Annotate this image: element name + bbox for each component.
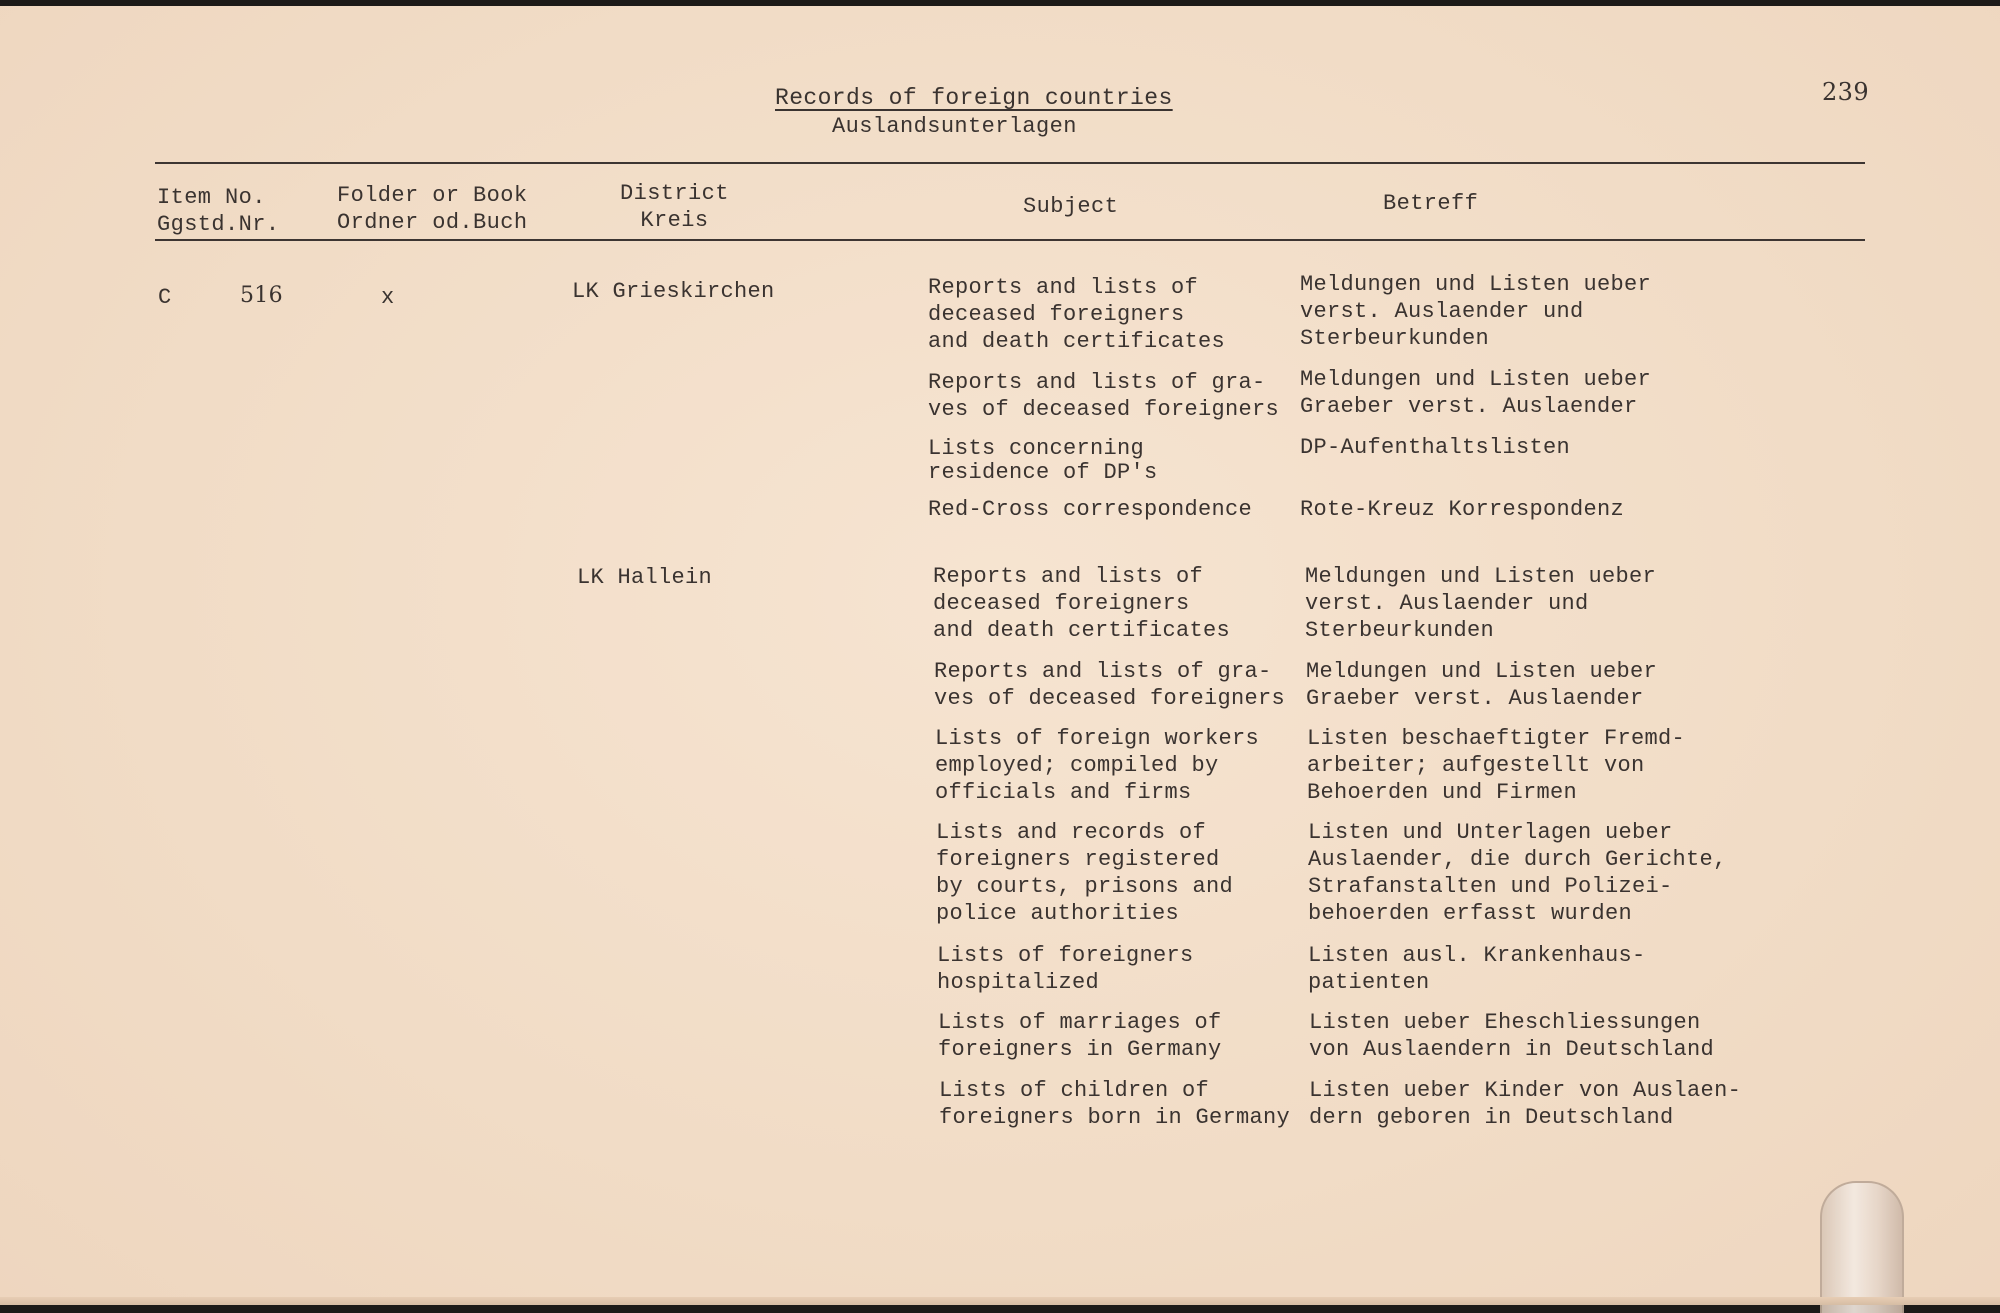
table-top-rule [155,162,1865,164]
betreff-cell: Meldungen und Listen ueber Graeber verst. Auslaender [1306,659,1658,711]
subject-cell: Lists of children of foreigners born in Germany [939,1078,1291,1130]
subject-cell: Reports and lists of deceased foreigners and death certificates [928,275,1226,354]
subject-cell: Lists of marriages of foreigners in Germany [938,1010,1222,1062]
table-header-rule [155,239,1865,241]
page-subtitle: Auslandsunterlagen [832,114,1077,139]
betreff-cell: Meldungen und Listen ueber verst. Auslaender und Sterbeurkunden [1305,564,1657,643]
column-header-item: Item No. Ggstd.Nr. [157,185,280,237]
page-number: 239 [1822,78,1870,106]
betreff-cell: Listen beschaeftigter Fremd- arbeiter; aufgestellt von Behoerden und Firmen [1307,726,1686,805]
betreff-cell: Listen ueber Kinder von Auslaen- dern geboren in Deutschland [1309,1078,1742,1130]
betreff-cell: Rote-Kreuz Korrespondenz [1300,497,1625,522]
subject-cell: Lists of foreign workers employed; compiled by officials and firms [935,726,1260,805]
page-edge [0,1297,2000,1305]
entry-folder-mark: x [381,285,395,310]
betreff-cell: Listen ueber Eheschliessungen von Auslaendern in Deutschland [1309,1010,1715,1062]
subject-cell: Lists concerning residence of DP's [928,436,1158,485]
betreff-cell: DP-Aufenthaltslisten [1300,435,1571,460]
betreff-cell: Meldungen und Listen ueber verst. Auslaender und Sterbeurkunden [1300,272,1652,351]
column-header-district: District Kreis [620,181,729,233]
page-title: Records of foreign countries [775,85,1173,111]
district-name: LK Hallein [577,565,713,590]
column-header-subject: Subject [1023,194,1119,219]
betreff-cell: Meldungen und Listen ueber Graeber verst. Auslaender [1300,367,1652,419]
binder-clip [1820,1181,1904,1313]
column-header-folder: Folder or Book Ordner od.Buch [337,183,528,235]
betreff-cell: Listen ausl. Krankenhaus- patienten [1308,943,1646,995]
betreff-cell: Listen und Unterlagen ueber Auslaender, die durch Gerichte, Strafanstalten und Polizei- behoerden erfasst wurden [1308,820,1727,926]
subject-cell: Reports and lists of gra- ves of deceased foreigners [928,370,1280,422]
subject-cell: Lists and records of foreigners registered by courts, prisons and police authorities [936,820,1234,926]
entry-number: 516 [240,283,283,308]
subject-cell: Reports and lists of deceased foreigners and death certificates [933,564,1231,643]
subject-cell: Lists of foreigners hospitalized [937,943,1194,995]
subject-cell: Red-Cross correspondence [928,497,1253,522]
district-name: LK Grieskirchen [572,279,775,304]
document-page [0,6,2000,1305]
entry-item: C [158,285,172,310]
subject-cell: Reports and lists of gra- ves of deceased foreigners [934,659,1286,711]
column-header-betreff: Betreff [1383,191,1479,216]
